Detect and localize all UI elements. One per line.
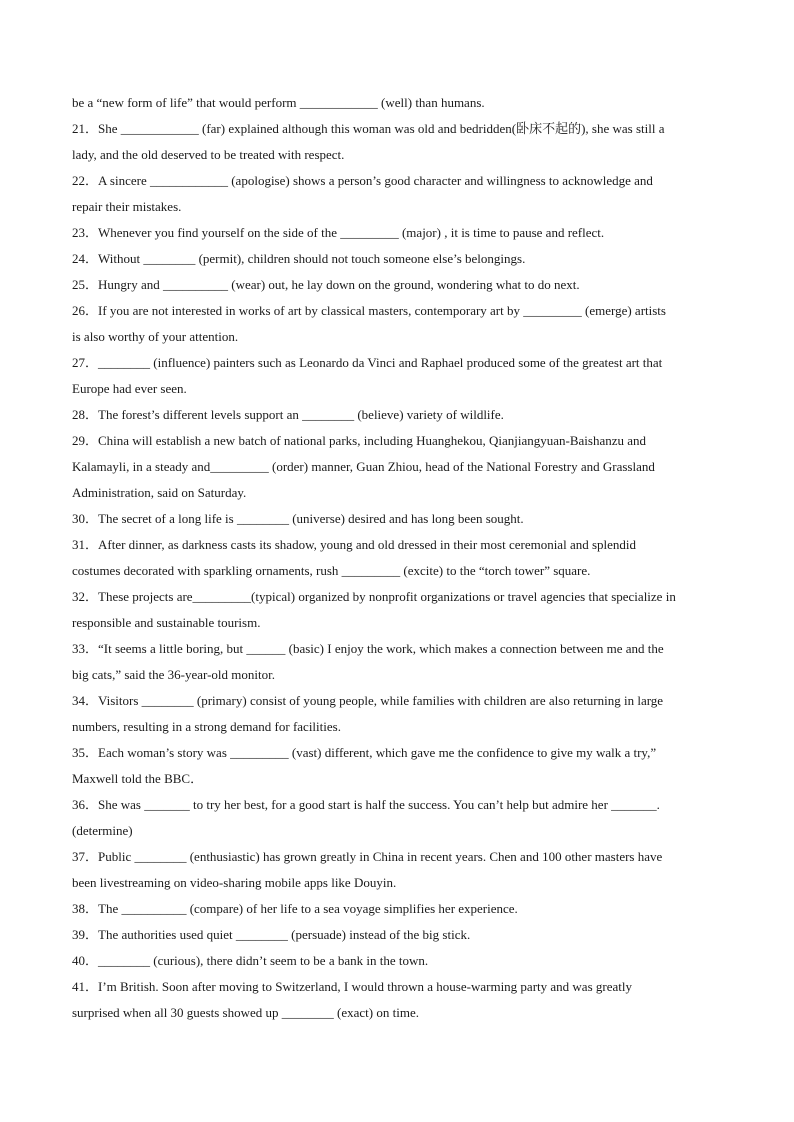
text-line: lady, and the old deserved to be treated with respect.: [72, 147, 345, 162]
text-line: is also worthy of your attention.: [72, 329, 239, 344]
text-line: 26．If you are not interested in works of art by classical masters, contemporary art by _________ (emerge) artists: [72, 303, 666, 318]
text-line: repair their mistakes.: [72, 199, 182, 214]
text-line: Maxwell told the BBC．: [72, 771, 204, 786]
text-line: big cats,” said the 36-year-old monitor.: [72, 667, 275, 682]
text-line: 36．She was _______ to try her best, for a good start is half the success. You can’t help but admire her _______.: [72, 797, 660, 812]
text-line: 23．Whenever you find yourself on the side of the _________ (major) , it is time to pause and reflect.: [72, 225, 605, 240]
text-line: Europe had ever seen.: [72, 381, 187, 396]
text-line: 29．China will establish a new batch of national parks, including Huanghekou, Qianjiangyuan-Baishanzu and: [72, 433, 647, 448]
text-line: 34．Visitors ________ (primary) consist of young people, while families with children are also returning in large: [72, 693, 664, 708]
text-line: 30．The secret of a long life is ________ (universe) desired and has long been sought.: [72, 511, 524, 526]
text-line: 40．________ (curious), there didn’t seem to be a bank in the town.: [72, 953, 429, 968]
text-line: 21．She ____________ (far) explained although this woman was old and bedridden(卧床不起的), she was still a: [72, 121, 665, 136]
text-line: 41．I’m British. Soon after moving to Switzerland, I would thrown a house-warming party and was greatly: [72, 979, 632, 994]
text-line: 38．The __________ (compare) of her life to a sea voyage simplifies her experience.: [72, 901, 518, 916]
text-line: costumes decorated with sparkling ornaments, rush _________ (excite) to the “torch tower” square.: [72, 563, 591, 578]
text-line: 32．These projects are_________(typical) organized by nonprofit organizations or travel agencies that specialize in: [72, 589, 676, 604]
text-line: Kalamayli, in a steady and_________ (order) manner, Guan Zhiou, head of the National Forestry and Grassland: [72, 459, 655, 474]
text-line: Administration, said on Saturday.: [72, 485, 247, 500]
text-line: 39．The authorities used quiet ________ (persuade) instead of the big stick.: [72, 927, 471, 942]
exercise-text: [72, 93, 724, 1029]
text-line: 37．Public ________ (enthusiastic) has grown greatly in China in recent years. Chen and 100 other masters have: [72, 849, 663, 864]
text-line: responsible and sustainable tourism.: [72, 615, 261, 630]
text-line: 27．________ (influence) painters such as Leonardo da Vinci and Raphael produced some of the greatest art that: [72, 355, 663, 370]
text-line: 25．Hungry and __________ (wear) out, he lay down on the ground, wondering what to do next.: [72, 277, 580, 292]
text-line: numbers, resulting in a strong demand for facilities.: [72, 719, 341, 734]
text-line: surprised when all 30 guests showed up ________ (exact) on time.: [72, 1005, 419, 1020]
text-line: 35．Each woman’s story was _________ (vast) different, which gave me the confidence to give my walk a try,”: [72, 745, 657, 760]
text-line: (determine): [72, 823, 133, 838]
text-line: 24．Without ________ (permit), children should not touch someone else’s belongings.: [72, 251, 526, 266]
text-line: 22．A sincere ____________ (apologise) shows a person’s good character and willingness to acknowledge and: [72, 173, 653, 188]
text-line: been livestreaming on video-sharing mobile apps like Douyin.: [72, 875, 397, 890]
text-line: be a “new form of life” that would perform ____________ (well) than humans.: [72, 95, 485, 110]
text-line: 28．The forest’s different levels support an ________ (believe) variety of wildlife.: [72, 407, 504, 422]
text-line: 33．“It seems a little boring, but ______ (basic) I enjoy the work, which makes a connection between me and the: [72, 641, 664, 656]
text-line: 31．After dinner, as darkness casts its shadow, young and old dressed in their most ceremonial and splendid: [72, 537, 637, 552]
